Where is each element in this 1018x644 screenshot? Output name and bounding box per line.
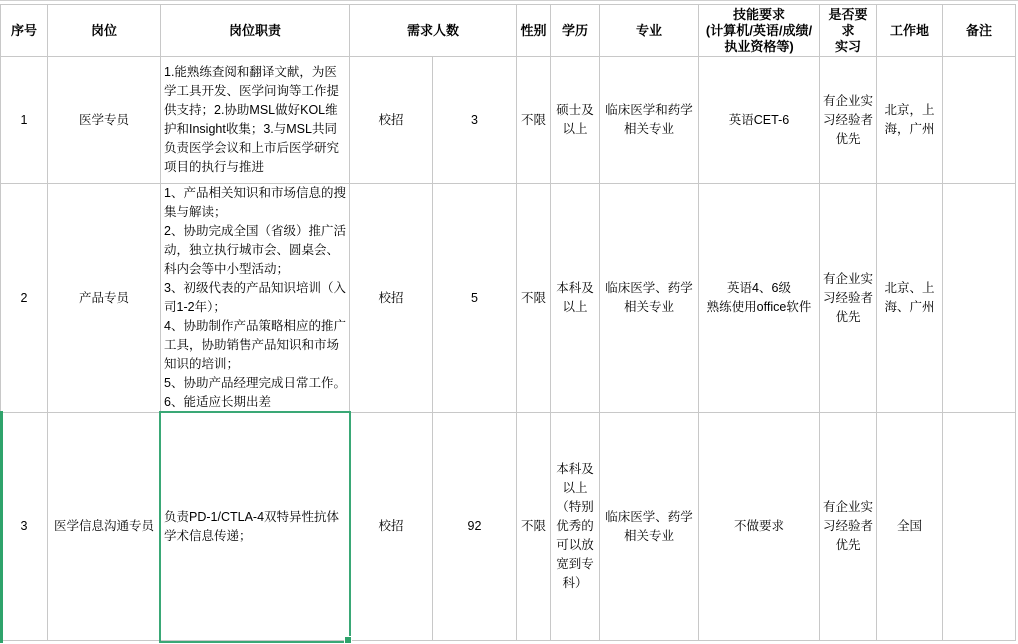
cell-major[interactable]: 临床医学、药学相关专业 (600, 184, 699, 413)
cell-duties[interactable]: 负责PD-1/CTLA-4双特异性抗体学术信息传递； (161, 413, 350, 641)
cell-location[interactable]: 全国 (877, 413, 943, 641)
header-demand[interactable]: 需求人数 (350, 5, 517, 57)
row-selection-indicator (0, 411, 3, 643)
header-location[interactable]: 工作地 (877, 5, 943, 57)
cell-remark[interactable] (943, 413, 1016, 641)
cell-recruit-type[interactable]: 校招 (350, 413, 433, 641)
header-gender[interactable]: 性别 (517, 5, 551, 57)
cell-duties[interactable]: 1.能熟练查阅和翻译文献，为医学工具开发、医学问询等工作提供支持；2.协助MSL做好KOL维护和Insight收集；3.与MSL共同负责医学会议和上市后医学研究项目的执行与推进 (161, 57, 350, 184)
cell-internship[interactable]: 有企业实习经验者优先 (820, 184, 877, 413)
cell-position[interactable]: 医学专员 (48, 57, 161, 184)
cell-major[interactable]: 临床医学、药学相关专业 (600, 413, 699, 641)
cell-education[interactable]: 本科及以上（特别优秀的可以放宽到专科） (551, 413, 600, 641)
cell-skills[interactable]: 不做要求 (699, 413, 820, 641)
header-remark[interactable]: 备注 (943, 5, 1016, 57)
header-education[interactable]: 学历 (551, 5, 600, 57)
header-skills[interactable]: 技能要求 (计算机/英语/成绩/执业资格等) (699, 5, 820, 57)
cell-remark[interactable] (943, 184, 1016, 413)
cell-education[interactable]: 本科及 以上 (551, 184, 600, 413)
header-major[interactable]: 专业 (600, 5, 699, 57)
cell-location[interactable]: 北京、上海、广州 (877, 184, 943, 413)
table-row (1, 57, 1016, 184)
header-row (1, 5, 1016, 57)
cell-internship[interactable]: 有企业实习经验者优先 (820, 57, 877, 184)
cell-location[interactable]: 北京，上海，广州 (877, 57, 943, 184)
cell-seq[interactable]: 3 (1, 413, 48, 641)
cell-seq[interactable]: 1 (1, 57, 48, 184)
cell-position[interactable]: 医学信息沟通专员 (48, 413, 161, 641)
cell-gender[interactable]: 不限 (517, 184, 551, 413)
cell-remark[interactable] (943, 57, 1016, 184)
cell-recruit-type[interactable]: 校招 (350, 184, 433, 413)
cell-seq[interactable]: 2 (1, 184, 48, 413)
header-internship[interactable]: 是否要求 实习 (820, 5, 877, 57)
job-table (0, 4, 1016, 641)
cell-duties[interactable]: 1、产品相关知识和市场信息的搜集与解读； 2、协助完成全国（省级）推广活动，独立执行城市会、圆桌会、科内会等中小型活动； 3、初级代表的产品知识培训（入司1-2年）； 4、协助制作产品策略相应的推广工具，协助销售产品知识和市场知识的培训； 5、协助产品经理完成日常工作。 6、能适应长期出差 (161, 184, 350, 413)
cell-count[interactable]: 3 (433, 57, 517, 184)
cell-internship[interactable]: 有企业实习经验者优先 (820, 413, 877, 641)
cell-education[interactable]: 硕士及 以上 (551, 57, 600, 184)
cell-gender[interactable]: 不限 (517, 413, 551, 641)
cell-count[interactable]: 92 (433, 413, 517, 641)
table-row (1, 413, 1016, 641)
cell-recruit-type[interactable]: 校招 (350, 57, 433, 184)
header-position[interactable]: 岗位 (48, 5, 161, 57)
header-seq[interactable]: 序号 (1, 5, 48, 57)
cell-skills[interactable]: 英语CET-6 (699, 57, 820, 184)
table-row (1, 184, 1016, 413)
cell-skills[interactable]: 英语4、6级 熟练使用office软件 (699, 184, 820, 413)
cell-gender[interactable]: 不限 (517, 57, 551, 184)
header-duties[interactable]: 岗位职责 (161, 5, 350, 57)
cell-major[interactable]: 临床医学和药学相关专业 (600, 57, 699, 184)
cell-position[interactable]: 产品专员 (48, 184, 161, 413)
cell-count[interactable]: 5 (433, 184, 517, 413)
